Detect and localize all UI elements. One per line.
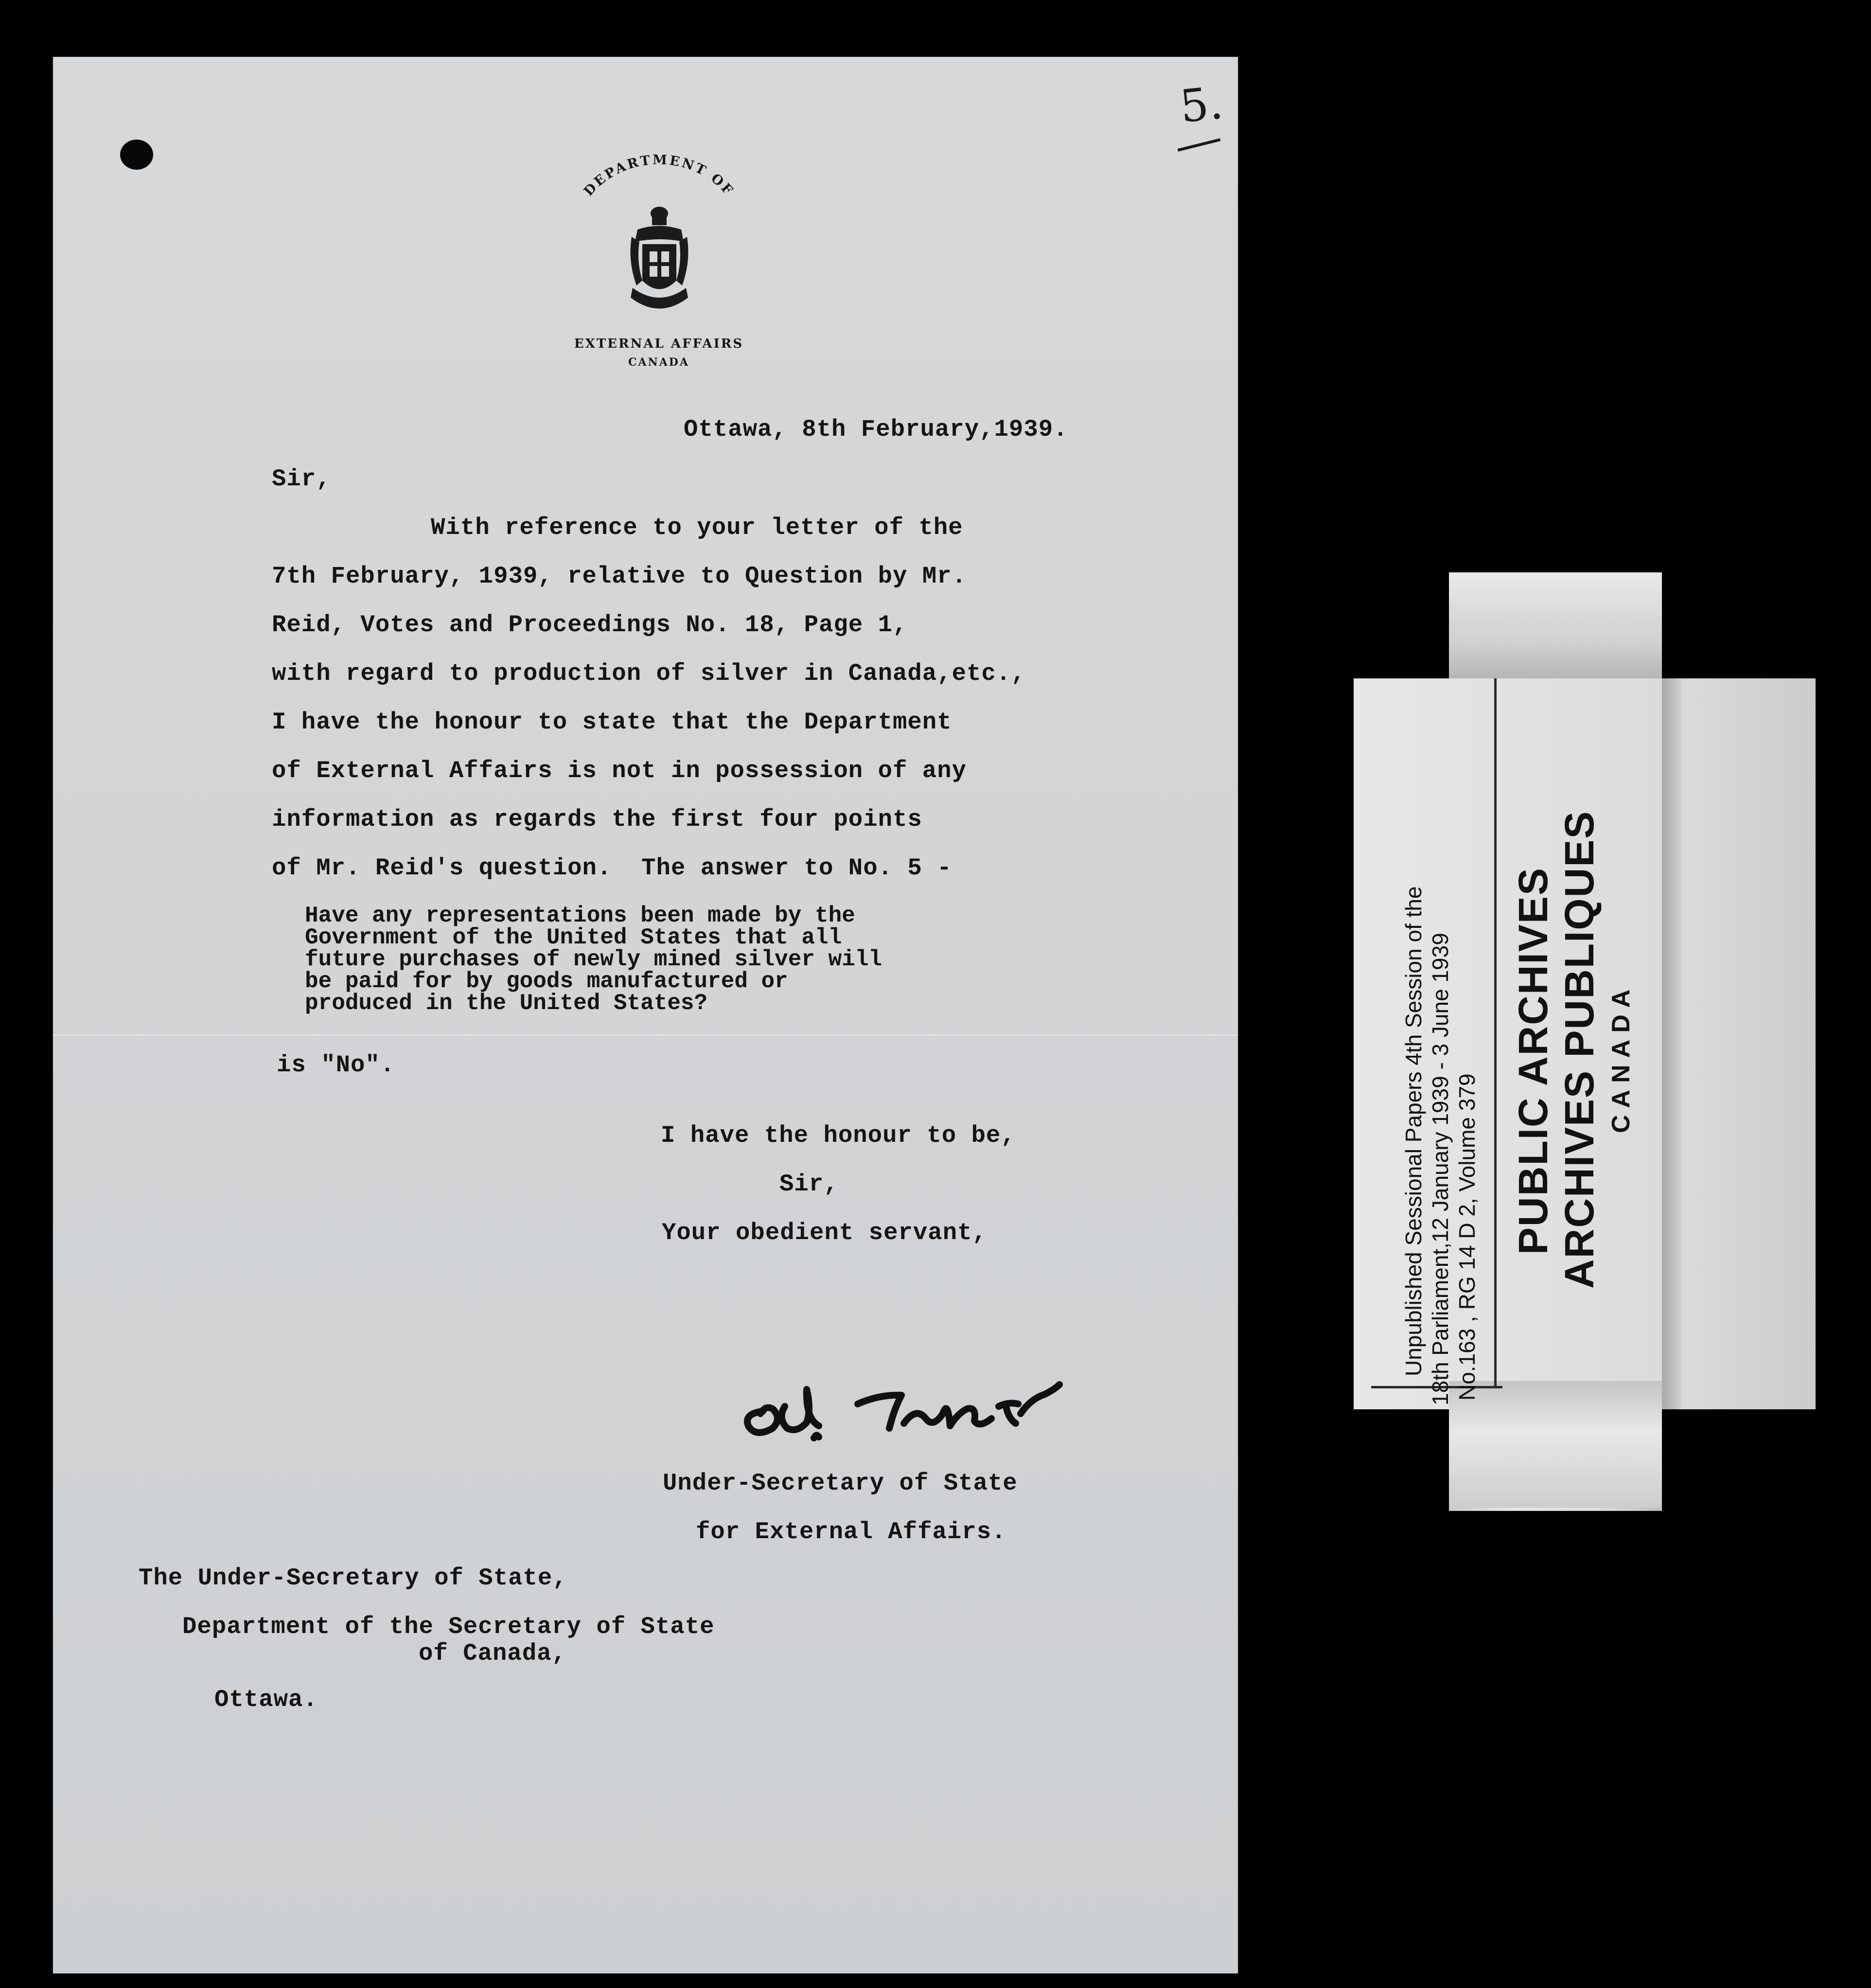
body-line: I have the honour to state that the Department: [272, 709, 952, 736]
closing-line: Your obedient servant,: [662, 1219, 987, 1246]
letter-salutation: Sir,: [272, 465, 331, 493]
closing-line: I have the honour to be,: [661, 1122, 1016, 1149]
signature-title-line: Under-Secretary of State: [663, 1470, 1018, 1497]
page-number-underline: [1178, 138, 1221, 152]
body-line: of Mr. Reid's question. The answer to No. 5 -: [272, 854, 952, 882]
body-line: information as regards the first four points: [272, 806, 922, 833]
canada-label: CANADA: [1607, 982, 1635, 1133]
body-line: 7th February, 1939, relative to Question by Mr.: [272, 563, 967, 590]
page-number: 5.: [1177, 76, 1226, 133]
archive-tag-fold-bottom: [1449, 1381, 1662, 1508]
archive-tag-fold-top: [1449, 572, 1662, 694]
archive-reference-line: No.163 , RG 14 D 2, Volume 379: [1454, 1073, 1480, 1401]
signature-title-line: for External Affairs.: [696, 1518, 1006, 1545]
svg-text:DEPARTMENT OF: [581, 152, 737, 199]
quoted-question-line: Government of the United States that all: [305, 925, 842, 950]
answer: is "No".: [277, 1051, 395, 1079]
quoted-question-line: Have any representations been made by the: [305, 903, 855, 928]
letterhead-country: CANADA: [628, 356, 689, 369]
letter-date: Ottawa, 8th February,1939.: [684, 416, 1068, 443]
handwritten-signature: [734, 1360, 1152, 1448]
public-archives-label: PUBLIC ARCHIVES: [1510, 867, 1556, 1255]
body-line: Reid, Votes and Proceedings No. 18, Page 1,: [272, 611, 908, 639]
addressee-line: of Canada,: [419, 1640, 567, 1667]
addressee-line: Department of the Secretary of State: [182, 1613, 715, 1640]
addressee-line: Ottawa.: [214, 1686, 318, 1713]
quoted-question-line: future purchases of newly mined silver will: [305, 947, 882, 972]
archive-tag-shadow: [1662, 678, 1681, 1409]
fold-line: [53, 1034, 1238, 1036]
quoted-question-line: be paid for by goods manufactured or: [305, 969, 788, 994]
body-line: with regard to production of silver in Canada,etc.,: [272, 660, 1026, 687]
quoted-question-line: produced in the United States?: [305, 991, 708, 1016]
archive-reference-line: Unpublished Sessional Papers 4th Session of the: [1401, 886, 1426, 1376]
letterhead: [542, 140, 776, 383]
letterhead-arc-text: DEPARTMENT OF: [581, 152, 737, 199]
body-line: With reference to your letter of the: [431, 514, 963, 541]
archive-reference-line: 18th Parliament,12 January 1939 - 3 June 1939: [1428, 933, 1453, 1405]
closing-line: Sir,: [779, 1171, 839, 1198]
hole-punch: [120, 140, 153, 170]
letter-sheet: [53, 57, 1238, 1973]
archives-publiques-label: ARCHIVES PUBLIQUES: [1556, 810, 1602, 1289]
coat-of-arms-icon: [628, 203, 691, 324]
body-line: of External Affairs is not in possession of any: [272, 757, 967, 784]
addressee-line: The Under-Secretary of State,: [139, 1564, 567, 1592]
letterhead-department: EXTERNAL AFFAIRS: [574, 337, 744, 351]
archive-tag-border: [1485, 678, 1497, 1388]
